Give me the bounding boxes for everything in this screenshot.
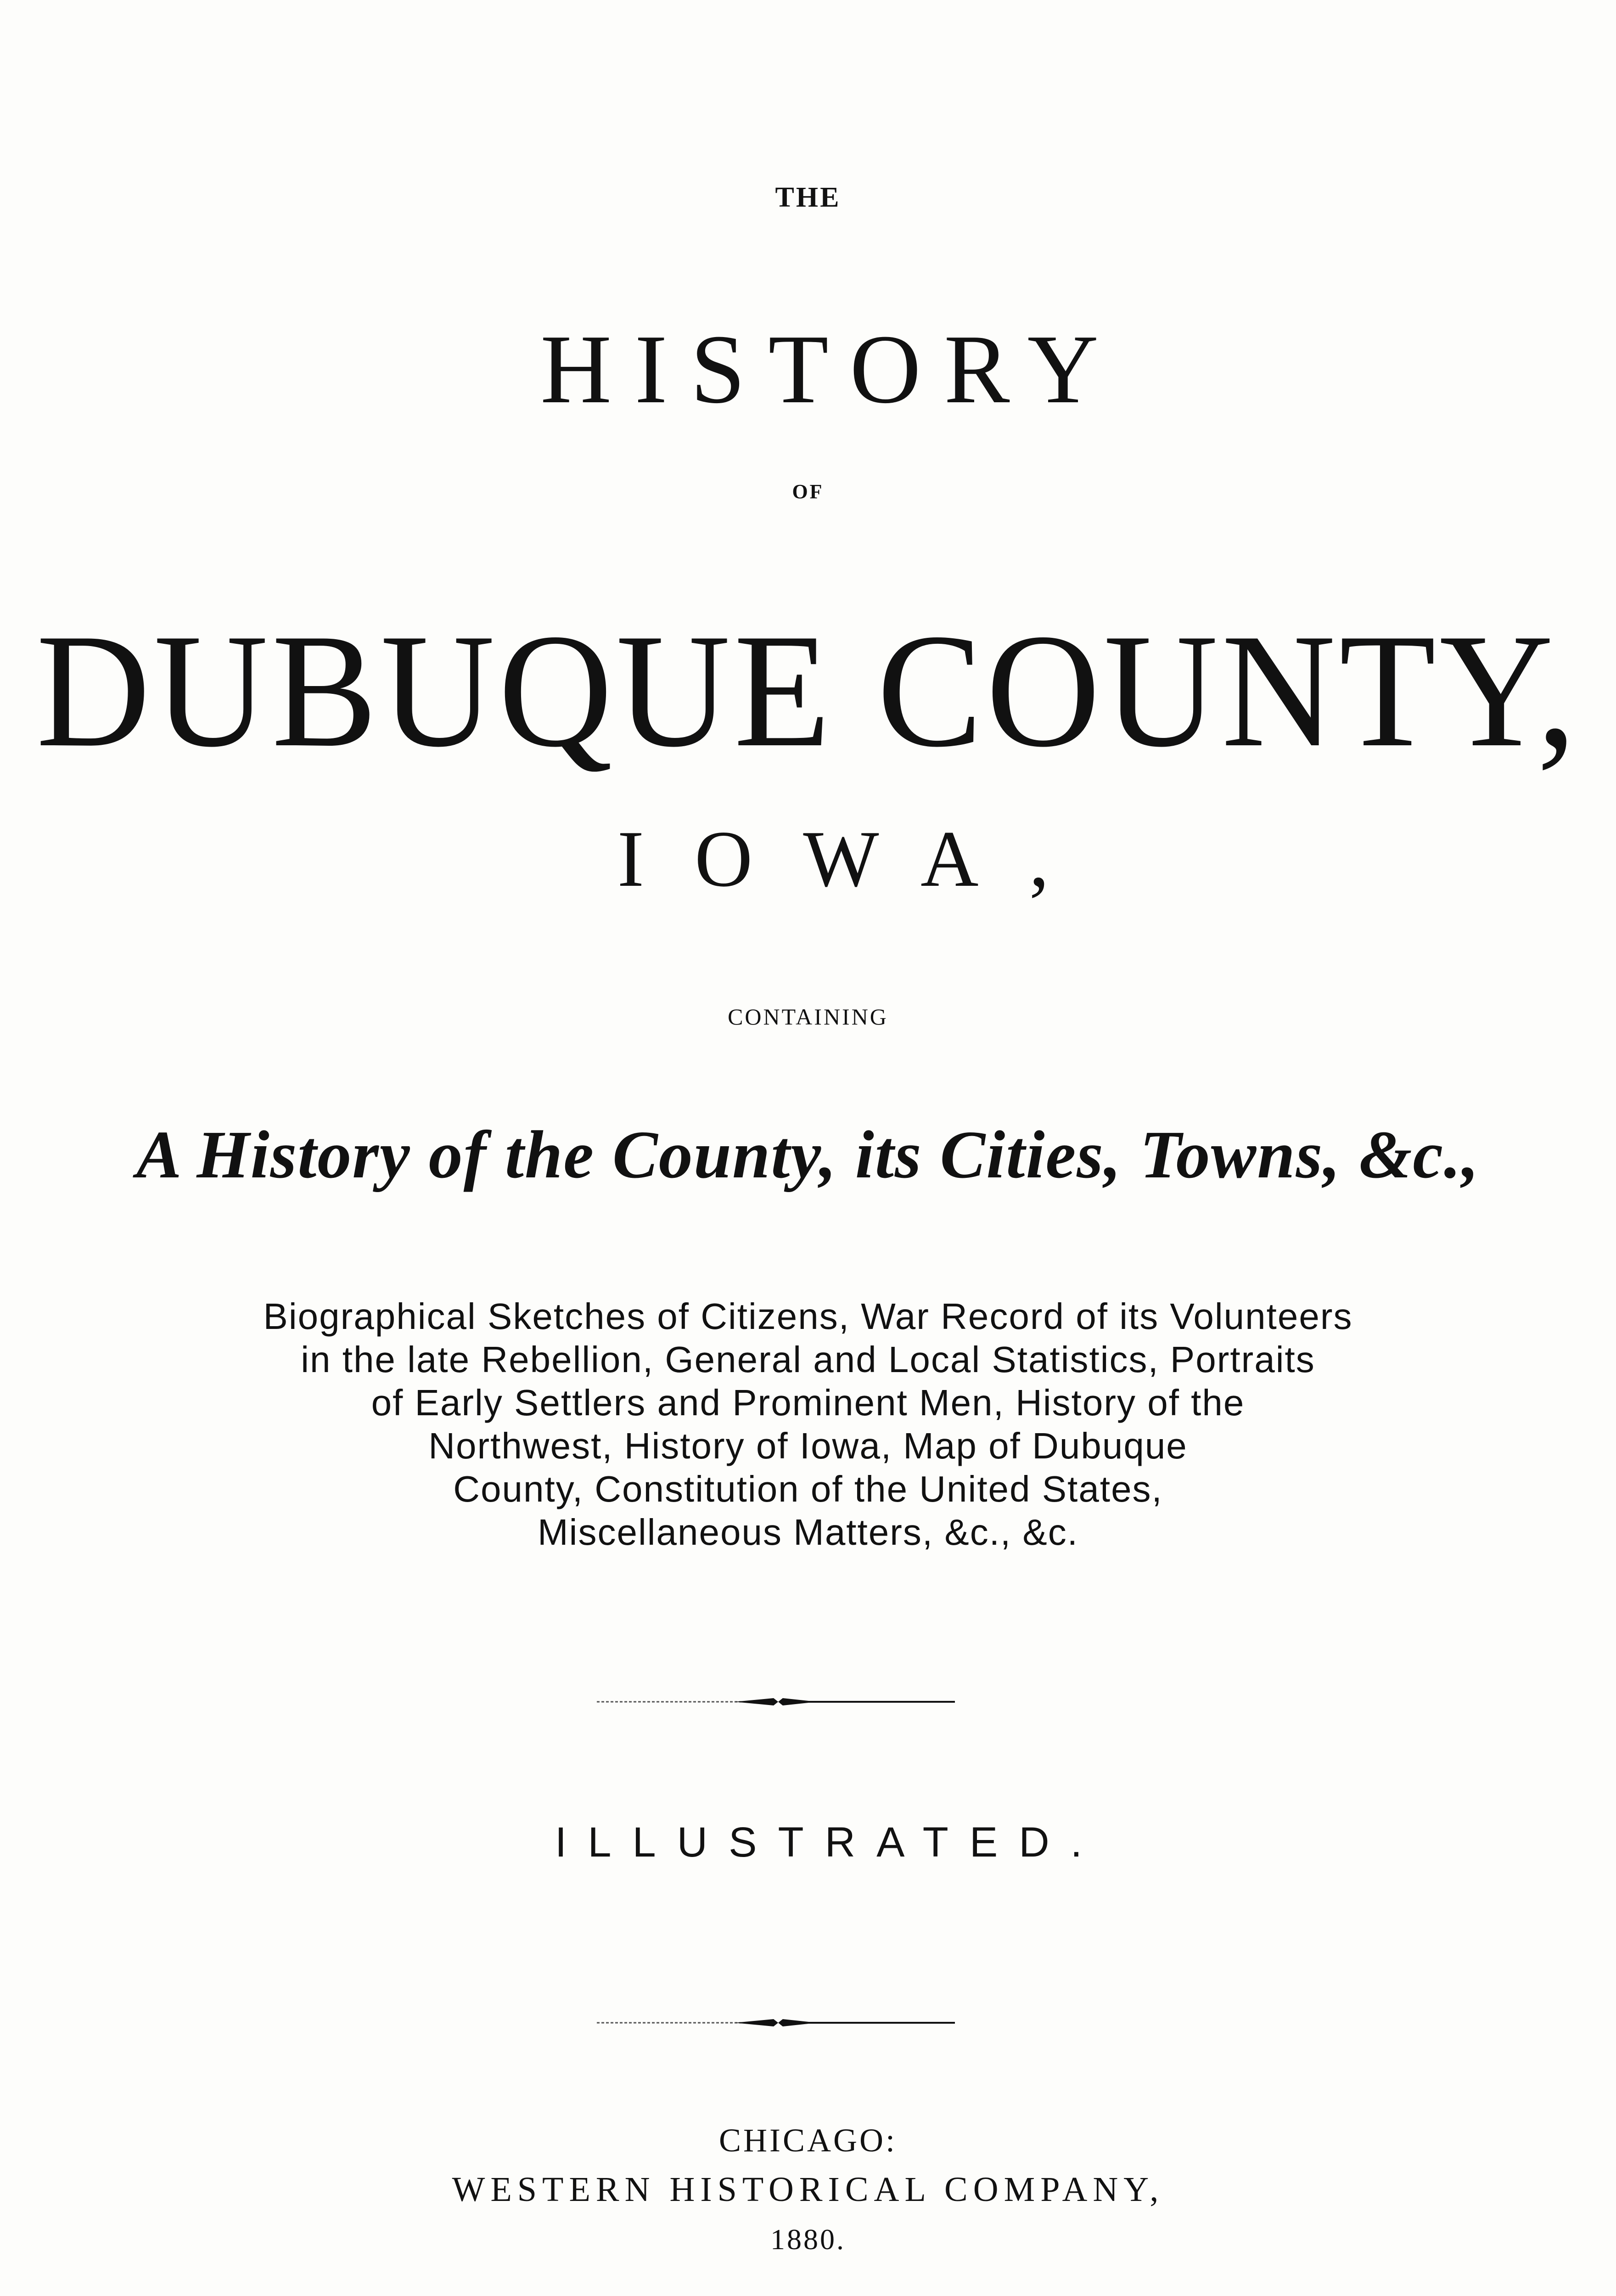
- description-line: Miscellaneous Matters, &c., &c.: [538, 1512, 1078, 1553]
- publisher-name: WESTERN HISTORICAL COMPANY,: [452, 2170, 1164, 2209]
- description-line: of Early Settlers and Prominent Men, History of the: [371, 1382, 1245, 1423]
- of-heading: OF: [792, 480, 824, 503]
- illustrated-label: ILLUSTRATED.: [555, 1819, 1104, 1866]
- description-line: Northwest, History of Iowa, Map of Dubuque: [428, 1425, 1188, 1466]
- blackletter-subtitle: A History of the County, its Cities, Towns, &c.,: [136, 1117, 1480, 1193]
- publication-year: 1880.: [770, 2223, 846, 2256]
- ornamental-rule: [597, 1693, 955, 1711]
- description-line: Biographical Sketches of Citizens, War Record of its Volunteers: [263, 1296, 1353, 1337]
- publication-city: CHICAGO:: [718, 2122, 897, 2159]
- contents-description: [0, 1295, 1616, 1554]
- state-title: IOWA,: [617, 814, 1100, 903]
- the-heading: THE: [775, 182, 841, 213]
- containing-label: CONTAINING: [728, 1004, 888, 1030]
- ornamental-rule: [597, 2014, 955, 2032]
- history-heading: HISTORY: [540, 314, 1122, 424]
- description-line: County, Constitution of the United States,: [453, 1469, 1163, 1509]
- county-title: DUBUQUE COUNTY,: [36, 600, 1580, 781]
- description-line: in the late Rebellion, General and Local Statistics, Portraits: [301, 1339, 1315, 1380]
